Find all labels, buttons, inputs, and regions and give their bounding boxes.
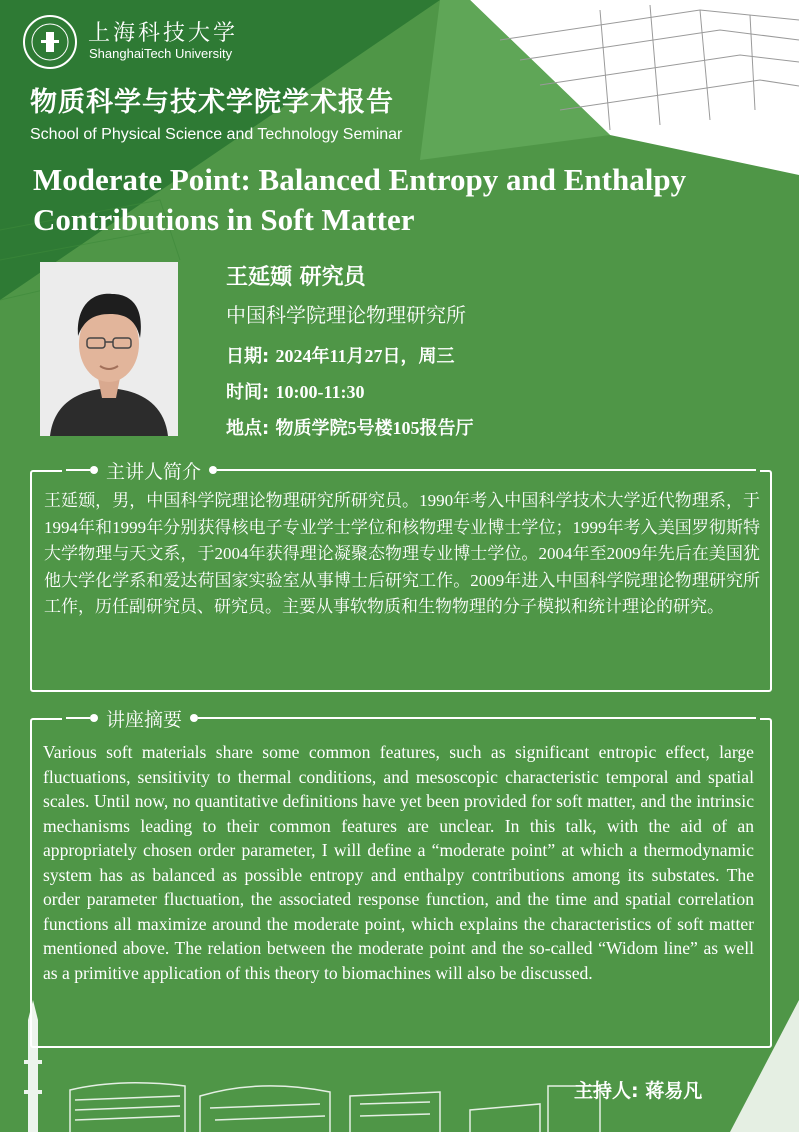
place-value: 物质学院5号楼105报告厅 <box>275 418 474 438</box>
heading-dot <box>209 466 217 474</box>
heading-dot <box>90 714 98 722</box>
date-label: 日期: <box>226 346 276 367</box>
host-name: 主持人: 蒋易凡 <box>574 1080 703 1102</box>
heading-line <box>66 717 90 719</box>
speaker-institution: 中国科学院理论物理研究所 <box>226 303 466 327</box>
heading-dot <box>190 714 198 722</box>
heading-dot <box>90 466 98 474</box>
date-row <box>226 342 454 368</box>
bio-heading <box>62 458 760 482</box>
abstract-heading-label: 讲座摘要 <box>106 708 183 731</box>
time-value: 10:00-11:30 <box>275 382 365 402</box>
talk-title: Moderate Point: Balanced Entropy and Enthalpy Contributions in Soft Matter <box>33 162 687 237</box>
heading-line <box>217 469 756 471</box>
campus-skyline-illustration <box>0 1000 799 1132</box>
university-name-cn: 上海科技大学 <box>88 21 239 46</box>
school-title-cn: 物质科学与技术学院学术报告 <box>30 87 394 118</box>
bio-heading-label: 主讲人简介 <box>106 460 202 483</box>
abstract-text: Various soft materials share some common features, such as significant entropic effect, large fluctuations, sensitivity to thermal conditions, and mesoscopic characteristic temporal and spatial scales. Until now, no quantitative definitions have yet been provided for soft matter, and the intrinsic mechanisms leading to their common features are unclear. In this talk, with the aid of an appropriately chosen order parameter, I will define a “moderate point” at which a thermodynamic system has as balanced as possible entropy and enthalpy contributions among its substates. The order parameter fluctuation, the associated response function, and the time and spatial correlation functions all maximize around the moderate point, which explains the characteristics of soft matter mentioned above. The relation between the moderate point and the so-called “Widom line” as well as a primitive application of this theory to biomachines will also be discussed. <box>43 742 754 983</box>
time-label: 时间: <box>226 382 276 403</box>
date-value: 2024年11月27日，周三 <box>275 346 455 366</box>
speaker-name: 王延颋 研究员 <box>226 265 366 290</box>
university-logo <box>22 14 78 70</box>
school-title-en: School of Physical Science and Technology Seminar <box>30 126 403 143</box>
abstract-heading <box>62 706 760 730</box>
place-label: 地点: <box>226 418 276 439</box>
bio-text: 王延颋，男，中国科学院理论物理研究所研究员。1990年考入中国科学技术大学近代物理系，于1994年和1999年分别获得核电子专业学士学位和核物理专业博士学位；1999年考入美国罗彻斯特大学物理与天文系，于2004年获得理论凝聚态物理专业博士学位。2004年至2009年先后在美国犹他大学化学系和爱达荷国家实验室从事博士后研究工作。2009年进入中国科学院理论物理研究所工作，历任副研究员、研究员。主要从事软物质和生物物理的分子模拟和统计理论的研究。 <box>44 491 760 616</box>
heading-line <box>66 469 90 471</box>
speaker-photo <box>40 262 178 436</box>
university-name-en: ShanghaiTech University <box>89 46 233 61</box>
place-row <box>226 414 473 440</box>
time-row <box>226 378 364 404</box>
heading-line <box>198 717 756 719</box>
